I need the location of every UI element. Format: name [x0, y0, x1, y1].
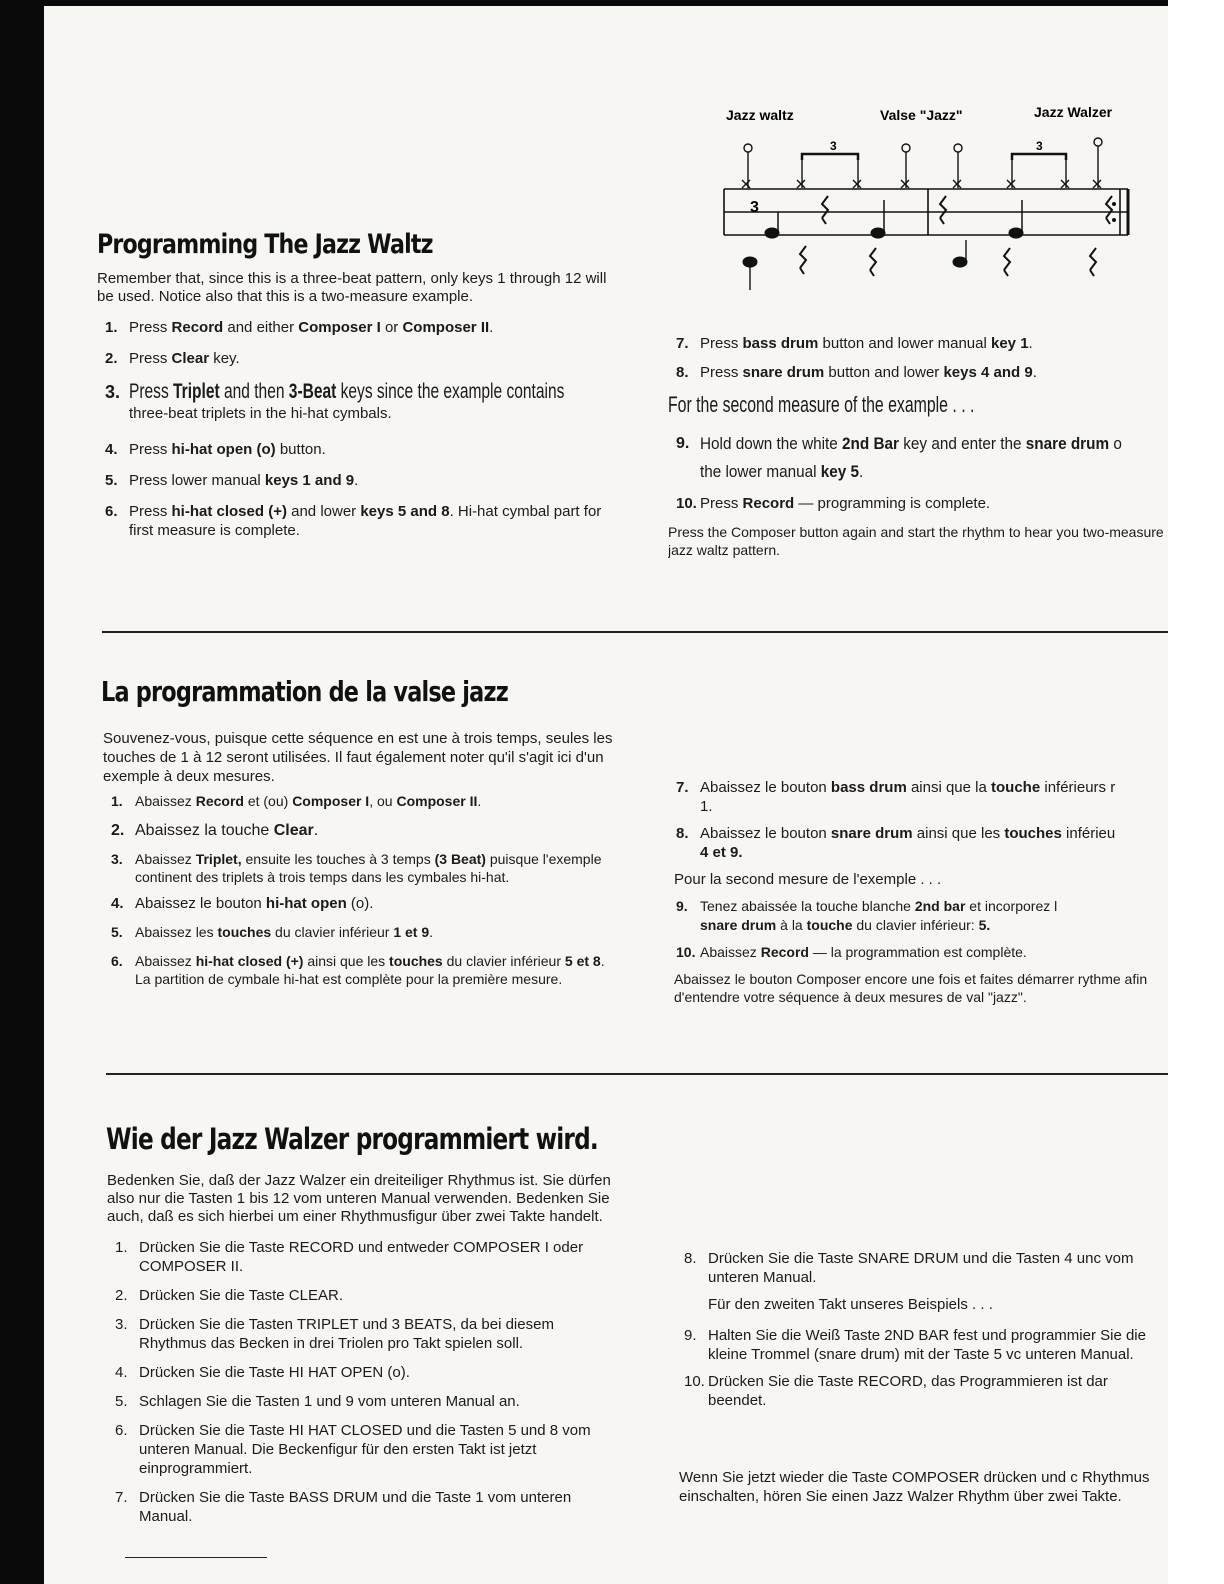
english-step: 10. Press Record — programming is complete.: [676, 495, 991, 512]
hihat-marks: [742, 138, 1102, 188]
english-heading: Programming The Jazz Waltz: [97, 229, 433, 260]
snare-notes: [743, 200, 1023, 267]
german-step: 9. Halten Sie die Weiß Taste 2ND BAR fest und programmier Sie die kleine Trommel (snare drum) mit der Taste 5 vc unteren Manual.: [684, 1327, 1146, 1363]
french-right-column: [668, 778, 1168, 1006]
german-right-column: [676, 1249, 1168, 1506]
german-step: 7. Drücken Sie die Taste BASS DRUM und die Taste 1 vom unteren Manual.: [115, 1489, 572, 1525]
english-step: 4. Press hi-hat open (o) button.: [105, 441, 326, 458]
french-step: 8. Abaissez le bouton snare drum ainsi que les touches inférieu 4 et 9.: [676, 825, 1116, 861]
section-divider: [102, 631, 1168, 633]
triplet-label: 3: [1036, 139, 1043, 153]
french-step: 5. Abaissez les touches du clavier inférieur 1 et 9.: [111, 924, 434, 940]
german-step: 10. Drücken Sie die Taste RECORD, das Programmieren ist dar beendet.: [684, 1373, 1108, 1409]
scan-border-top: [0, 0, 1224, 6]
staff-lines: [724, 189, 1128, 235]
label-english: Jazz waltz: [726, 107, 794, 123]
german-step: 8. Drücken Sie die Taste SNARE DRUM und die Tasten 4 unc vom unteren Manual.: [684, 1250, 1134, 1286]
english-step: 5. Press lower manual keys 1 and 9.: [105, 472, 359, 489]
label-german: Jazz Walzer: [1034, 104, 1113, 120]
section-divider: [106, 1073, 1168, 1075]
english-step: 8. Press snare drum button and lower keys 4 and 9.: [676, 364, 1037, 381]
german-step: 1. Drücken Sie die Taste RECORD und entweder COMPOSER I oder COMPOSER II.: [115, 1239, 584, 1275]
scan-border-left: [0, 0, 44, 1584]
english-step: 3. Press Triplet and then 3-Beat keys since the example contains three-beat triplets in the hi-hat cymbals.: [105, 380, 565, 422]
label-french: Valse "Jazz": [880, 107, 963, 123]
french-step: 7. Abaissez le bouton bass drum ainsi que la touche inférieurs r 1.: [676, 779, 1116, 815]
english-right-column: [668, 334, 1168, 559]
scan-margin-right: [1168, 0, 1224, 1584]
english-step: 9. Hold down the white 2nd Bar key and enter the snare drum o the lower manual key 5.: [676, 434, 1122, 481]
german-step: 4. Drücken Sie die Taste HI HAT OPEN (o).: [115, 1364, 410, 1381]
french-step: 4. Abaissez le bouton hi-hat open (o).: [111, 895, 374, 912]
english-left-column: [97, 270, 617, 540]
english-closing: Press the Composer button again and start the rhythm to hear you two-measure jazz waltz pattern.: [668, 524, 1164, 558]
french-step: 3. Abaissez Triplet, ensuite les touches à 3 temps (3 Beat) puisque l'exemple continent des triplets à trois temps dans les cymbales hi-hat.: [111, 851, 602, 885]
french-step: 2. Abaissez la touche Clear.: [111, 822, 319, 839]
french-step: 6. Abaissez hi-hat closed (+) ainsi que les touches du clavier inférieur 5 et 8. La partition de cymbale hi-hat est complète pour la première mesure.: [111, 953, 605, 987]
english-intro: Remember that, since this is a three-beat pattern, only keys 1 through 12 will be used. Notice also that this is a two-measure example.: [97, 270, 607, 305]
french-intro: Souvenez-vous, puisque cette séquence en est une à trois temps, seules les touches de 1 à 12 seront utilisées. Il faut également noter qu'il s'agit ici d'un exemple à deux mesures.: [103, 730, 613, 785]
footnote-rule: [125, 1557, 267, 1558]
german-step: 6. Drücken Sie die Taste HI HAT CLOSED und die Tasten 5 und 8 vom unteren Manual. Die Beckenfigur für den ersten Takt ist jetzt einprogrammiert.: [115, 1422, 591, 1477]
english-step: 6. Press hi-hat closed (+) and lower keys 5 and 8. Hi-hat cymbal part for first measure is complete.: [105, 503, 602, 539]
french-step: 1. Abaissez Record et (ou) Composer I, ou Composer II.: [111, 793, 482, 809]
drum-notation-svg: [720, 100, 1140, 300]
french-heading: La programmation de la valse jazz: [101, 675, 508, 708]
english-second-measure: For the second measure of the example . . .: [668, 392, 975, 417]
french-step: 10. Abaissez Record — la programmation est complète.: [676, 944, 1027, 960]
german-second-measure: Für den zweiten Takt unseres Beispiels . . .: [708, 1296, 993, 1313]
german-step: 3. Drücken Sie die Tasten TRIPLET und 3 BEATS, da bei diesem Rhythmus das Becken in drei Triolen pro Takt spielen soll.: [115, 1316, 554, 1352]
german-closing: Wenn Sie jetzt wieder die Taste COMPOSER drücken und c Rhythmus einschalten, hören Sie einen Jazz Walzer Rhythm über zwei Takte.: [679, 1469, 1150, 1505]
english-step: 1. Press Record and either Composer I or Composer II.: [105, 319, 494, 336]
french-closing: Abaissez le bouton Composer encore une fois et faites démarrer rythme afin d'entendre votre séquence à deux mesures de val "jazz".: [674, 971, 1148, 1005]
german-step: 5. Schlagen Sie die Tasten 1 und 9 vom unteren Manual an.: [115, 1393, 520, 1410]
english-step: 2. Press Clear key.: [105, 350, 240, 367]
french-left-column: [103, 729, 623, 988]
rest-marks: [750, 196, 1112, 290]
jazz-waltz-notation: [720, 100, 1140, 300]
time-signature: 3: [750, 199, 759, 216]
triplet-label: 3: [830, 139, 837, 153]
german-step: 2. Drücken Sie die Taste CLEAR.: [115, 1287, 343, 1304]
german-heading: Wie der Jazz Walzer programmiert wird.: [106, 1122, 598, 1156]
repeat-dot: [1112, 218, 1116, 222]
french-step: 9. Tenez abaissée la touche blanche 2nd bar et incorporez l snare drum à la touche du clavier inférieur: 5.: [676, 898, 1058, 933]
german-intro: Bedenken Sie, daß der Jazz Walzer ein dreiteiliger Rhythmus ist. Sie dürfen also nur die Tasten 1 bis 12 vom unteren Manual verwenden. Bedenken Sie auch, daß es sich hierbei um einer Rhythmusfigur über zwei Takte handelt.: [107, 1172, 611, 1225]
english-step: 7. Press bass drum button and lower manual key 1.: [676, 335, 1033, 352]
german-left-column: [107, 1172, 623, 1526]
repeat-dot: [1112, 202, 1116, 206]
french-second-measure: Pour la second mesure de l'exemple . . .: [674, 871, 942, 888]
